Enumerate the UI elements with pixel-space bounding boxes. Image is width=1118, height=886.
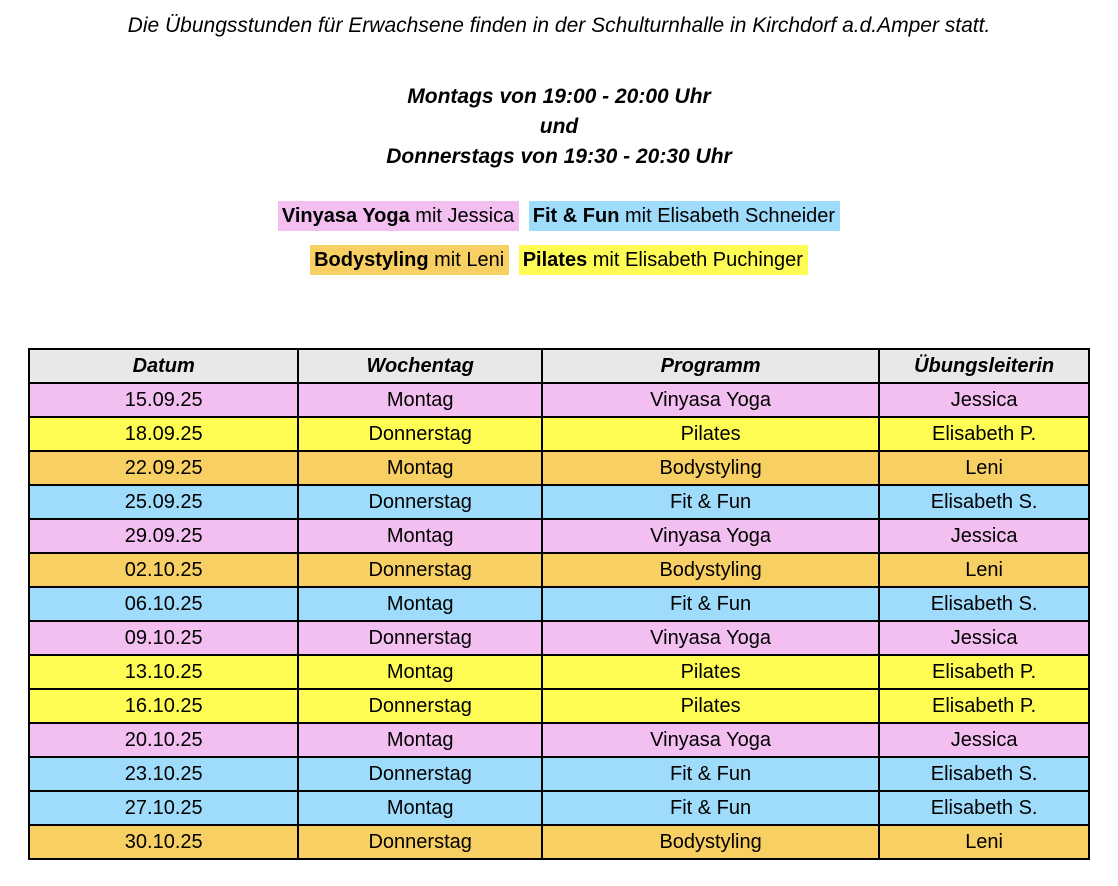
cell-weekday: Donnerstag: [298, 417, 542, 451]
cell-date: 02.10.25: [29, 553, 298, 587]
table-header-row: [29, 349, 1089, 383]
cell-program: Fit & Fun: [542, 791, 879, 825]
table-row: [29, 655, 1089, 689]
cell-program: Pilates: [542, 655, 879, 689]
legend-bodystyling: [310, 245, 509, 275]
cell-trainer: Elisabeth S.: [879, 485, 1089, 519]
cell-weekday: Donnerstag: [298, 485, 542, 519]
cell-weekday: Montag: [298, 723, 542, 757]
cell-trainer: Jessica: [879, 383, 1089, 417]
legend-program: Fit & Fun: [532, 205, 620, 227]
cell-trainer: Jessica: [879, 621, 1089, 655]
cell-weekday: Montag: [298, 587, 542, 621]
cell-weekday: Donnerstag: [298, 553, 542, 587]
cell-date: 06.10.25: [29, 587, 298, 621]
cell-date: 27.10.25: [29, 791, 298, 825]
cell-trainer: Elisabeth P.: [879, 655, 1089, 689]
header-uebungsleiterin: Übungsleiterin: [879, 349, 1089, 383]
header-programm: Programm: [542, 349, 879, 383]
schedule-times: [0, 82, 1118, 172]
cell-program: Bodystyling: [542, 451, 879, 485]
legend-row-2: [0, 245, 1118, 275]
cell-trainer: Leni: [879, 825, 1089, 859]
legend-trainer: mit Jessica: [409, 205, 515, 227]
legend-trainer: mit Elisabeth Puchinger: [587, 249, 803, 271]
cell-date: 29.09.25: [29, 519, 298, 553]
cell-program: Pilates: [542, 417, 879, 451]
times-connector: und: [539, 115, 579, 138]
table-row: [29, 587, 1089, 621]
cell-date: 25.09.25: [29, 485, 298, 519]
cell-trainer: Elisabeth S.: [879, 791, 1089, 825]
cell-date: 23.10.25: [29, 757, 298, 791]
intro-text: Die Übungsstunden für Erwachsene finden in der Schulturnhalle in Kirchdorf a.d.Amper statt.: [127, 14, 991, 37]
table-row: [29, 757, 1089, 791]
cell-date: 30.10.25: [29, 825, 298, 859]
legend-vinyasa-yoga: [278, 201, 519, 231]
cell-trainer: Jessica: [879, 519, 1089, 553]
legend-program: Vinyasa Yoga: [281, 205, 410, 227]
cell-date: 13.10.25: [29, 655, 298, 689]
cell-weekday: Montag: [298, 791, 542, 825]
thursday-time: Donnerstags von 19:30 - 20:30 Uhr: [386, 145, 732, 168]
cell-program: Fit & Fun: [542, 757, 879, 791]
cell-weekday: Montag: [298, 451, 542, 485]
legend-pilates: [519, 245, 808, 275]
cell-weekday: Donnerstag: [298, 757, 542, 791]
cell-date: 09.10.25: [29, 621, 298, 655]
schedule-table: [28, 348, 1090, 860]
cell-date: 18.09.25: [29, 417, 298, 451]
cell-trainer: Elisabeth P.: [879, 689, 1089, 723]
legend-fit-fun: [529, 201, 840, 231]
cell-program: Vinyasa Yoga: [542, 519, 879, 553]
cell-weekday: Montag: [298, 383, 542, 417]
cell-weekday: Montag: [298, 519, 542, 553]
table-row: [29, 553, 1089, 587]
cell-program: Bodystyling: [542, 553, 879, 587]
legend-program: Pilates: [522, 249, 588, 271]
cell-trainer: Elisabeth S.: [879, 757, 1089, 791]
table-row: [29, 723, 1089, 757]
legend-program: Bodystyling: [314, 249, 429, 271]
monday-time: Montags von 19:00 - 20:00 Uhr: [407, 85, 711, 108]
header-datum: Datum: [29, 349, 298, 383]
header-wochentag: Wochentag: [298, 349, 542, 383]
table-row: [29, 791, 1089, 825]
legend-trainer: mit Elisabeth Schneider: [619, 205, 836, 227]
table-row: [29, 621, 1089, 655]
table-row: [29, 417, 1089, 451]
table-row: [29, 519, 1089, 553]
table-row: [29, 689, 1089, 723]
cell-program: Vinyasa Yoga: [542, 723, 879, 757]
table-row: [29, 451, 1089, 485]
cell-date: 16.10.25: [29, 689, 298, 723]
cell-program: Pilates: [542, 689, 879, 723]
table-row: [29, 485, 1089, 519]
cell-program: Vinyasa Yoga: [542, 383, 879, 417]
cell-date: 15.09.25: [29, 383, 298, 417]
cell-program: Vinyasa Yoga: [542, 621, 879, 655]
cell-trainer: Leni: [879, 553, 1089, 587]
cell-trainer: Elisabeth P.: [879, 417, 1089, 451]
cell-trainer: Jessica: [879, 723, 1089, 757]
cell-trainer: Elisabeth S.: [879, 587, 1089, 621]
cell-program: Fit & Fun: [542, 587, 879, 621]
cell-weekday: Donnerstag: [298, 621, 542, 655]
cell-date: 22.09.25: [29, 451, 298, 485]
cell-program: Fit & Fun: [542, 485, 879, 519]
table-row: [29, 825, 1089, 859]
legend-trainer: mit Leni: [428, 249, 505, 271]
table-row: [29, 383, 1089, 417]
cell-weekday: Montag: [298, 655, 542, 689]
cell-weekday: Donnerstag: [298, 825, 542, 859]
cell-program: Bodystyling: [542, 825, 879, 859]
cell-trainer: Leni: [879, 451, 1089, 485]
cell-date: 20.10.25: [29, 723, 298, 757]
cell-weekday: Donnerstag: [298, 689, 542, 723]
legend-row-1: [0, 201, 1118, 231]
